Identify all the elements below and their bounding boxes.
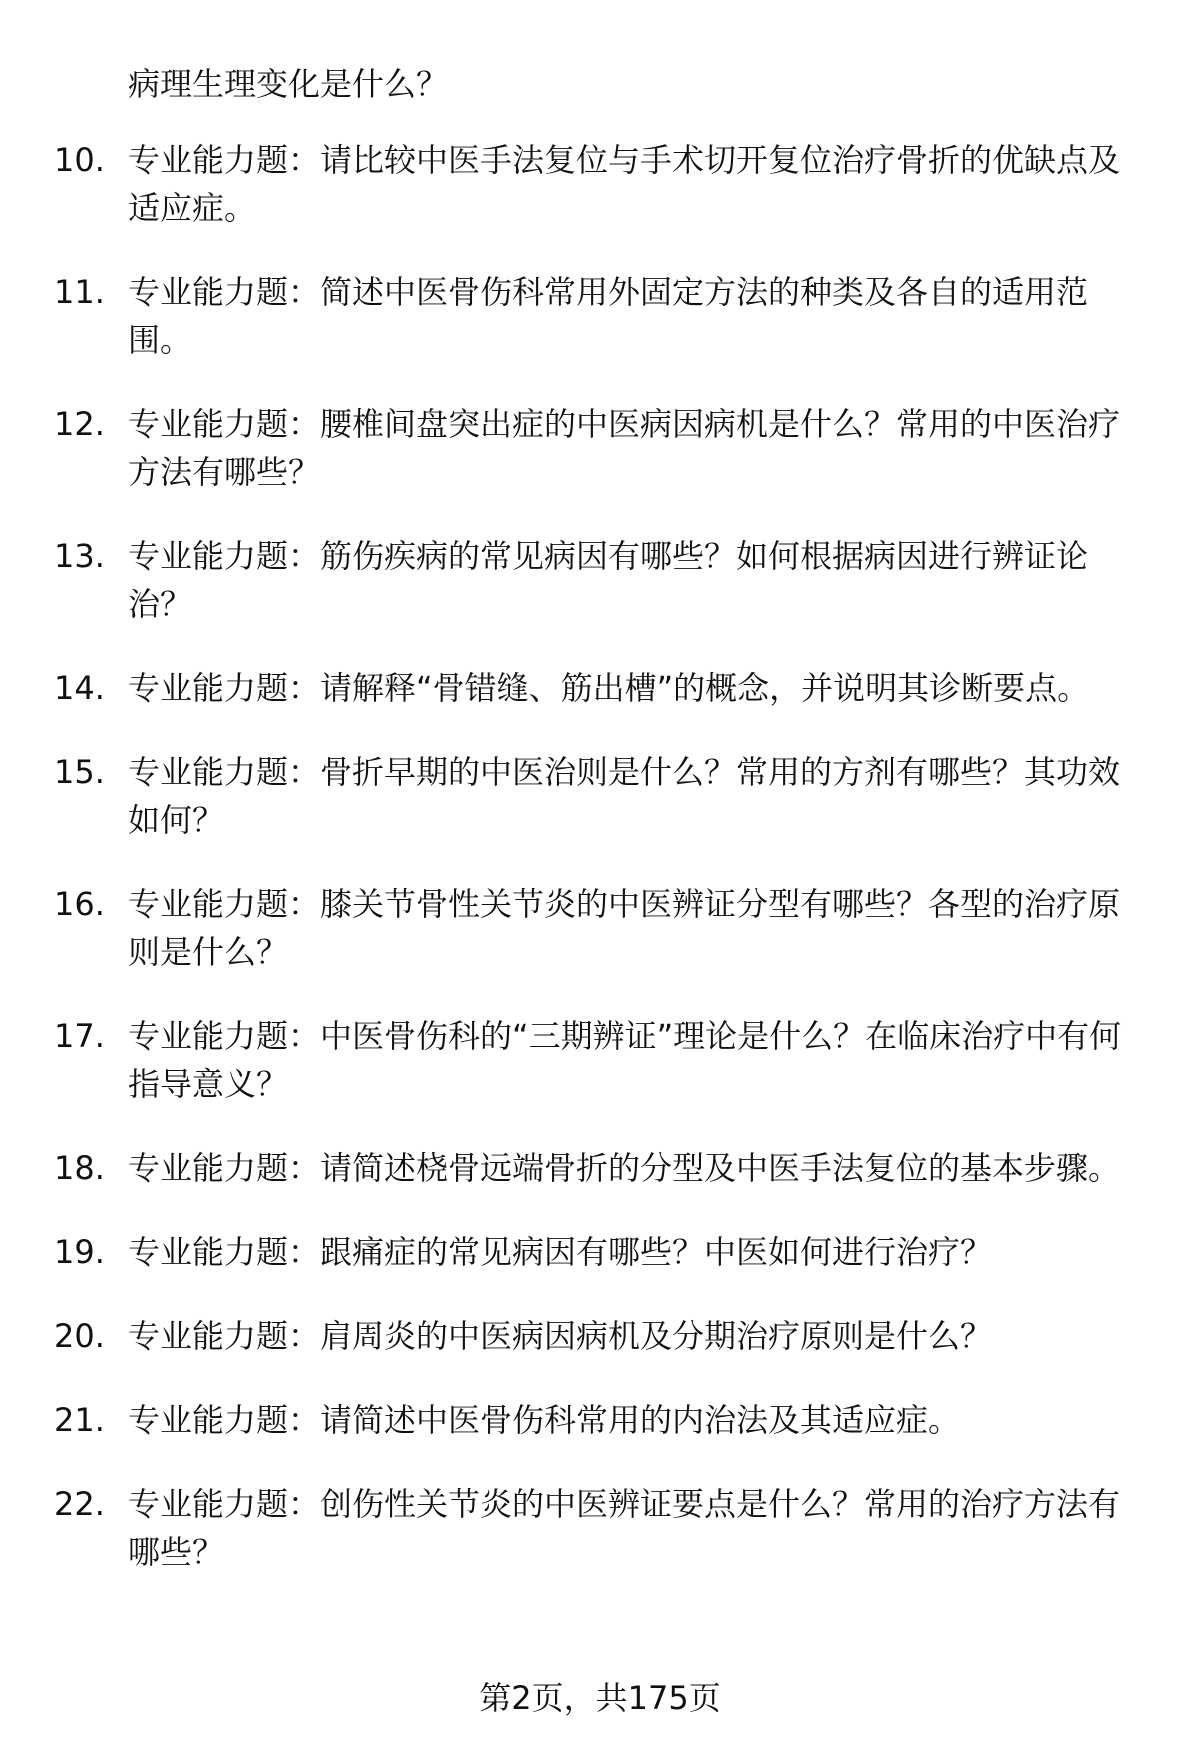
- question-number: 22.: [54, 1485, 105, 1523]
- question-item: [0, 880, 1200, 976]
- question-text: 专业能力题：腰椎间盘突出症的中医病因病机是什么？常用的中医治疗方法有哪些？: [128, 405, 1121, 491]
- question-text: 专业能力题：肩周炎的中医病因病机及分期治疗原则是什么？: [128, 1317, 993, 1355]
- question-number: 10.: [54, 141, 105, 179]
- question-text: 专业能力题：创伤性关节炎的中医辨证要点是什么？常用的治疗方法有哪些？: [128, 1485, 1121, 1571]
- question-text: 专业能力题：请简述桡骨远端骨折的分型及中医手法复位的基本步骤。: [128, 1149, 1121, 1187]
- question-item: [0, 1480, 1200, 1576]
- question-number: 15.: [54, 753, 105, 791]
- question-item: [0, 1396, 1200, 1444]
- question-number: 19.: [54, 1233, 105, 1271]
- question-item: [0, 268, 1200, 364]
- question-item: [0, 1144, 1200, 1192]
- question-item: [0, 748, 1200, 844]
- question-text: 专业能力题：请解释“骨错缝、筋出槽”的概念，并说明其诊断要点。: [128, 669, 1090, 707]
- question-text: 专业能力题：筋伤疾病的常见病因有哪些？如何根据病因进行辨证论治？: [128, 537, 1089, 623]
- question-text: 专业能力题：请比较中医手法复位与手术切开复位治疗骨折的优缺点及适应症。: [128, 141, 1121, 227]
- question-number: 12.: [54, 405, 105, 443]
- question-text: 专业能力题：请简述中医骨伤科常用的内治法及其适应症。: [128, 1401, 961, 1439]
- question-text: 专业能力题：骨折早期的中医治则是什么？常用的方剂有哪些？其功效如何？: [128, 753, 1121, 839]
- question-number: 13.: [54, 537, 105, 575]
- question-number: 21.: [54, 1401, 105, 1439]
- question-text: 专业能力题：膝关节骨性关节炎的中医辨证分型有哪些？各型的治疗原则是什么？: [128, 885, 1121, 971]
- question-number: 20.: [54, 1317, 105, 1355]
- question-number: 11.: [54, 273, 105, 311]
- question-item: [0, 400, 1200, 496]
- question-item: [0, 1012, 1200, 1108]
- page-footer: 第2页，共175页: [479, 1679, 721, 1717]
- question-text: 专业能力题：跟痛症的常见病因有哪些？中医如何进行治疗？: [128, 1233, 993, 1271]
- question-number: 18.: [54, 1149, 105, 1187]
- question-list: [0, 136, 1200, 1612]
- question-item: [0, 664, 1200, 712]
- question-text: 专业能力题：中医骨伤科的“三期辨证”理论是什么？在临床治疗中有何指导意义？: [128, 1017, 1122, 1103]
- question-item: [0, 136, 1200, 232]
- question-item: [0, 532, 1200, 628]
- question-item: [0, 1312, 1200, 1360]
- question-number: 16.: [54, 885, 105, 923]
- question-item: [0, 1228, 1200, 1276]
- question-text: 专业能力题：简述中医骨伤科常用外固定方法的种类及各自的适用范围。: [128, 273, 1089, 359]
- question-number: 17.: [54, 1017, 105, 1055]
- continued-question-text: 病理生理变化是什么？: [128, 65, 449, 103]
- question-number: 14.: [54, 669, 105, 707]
